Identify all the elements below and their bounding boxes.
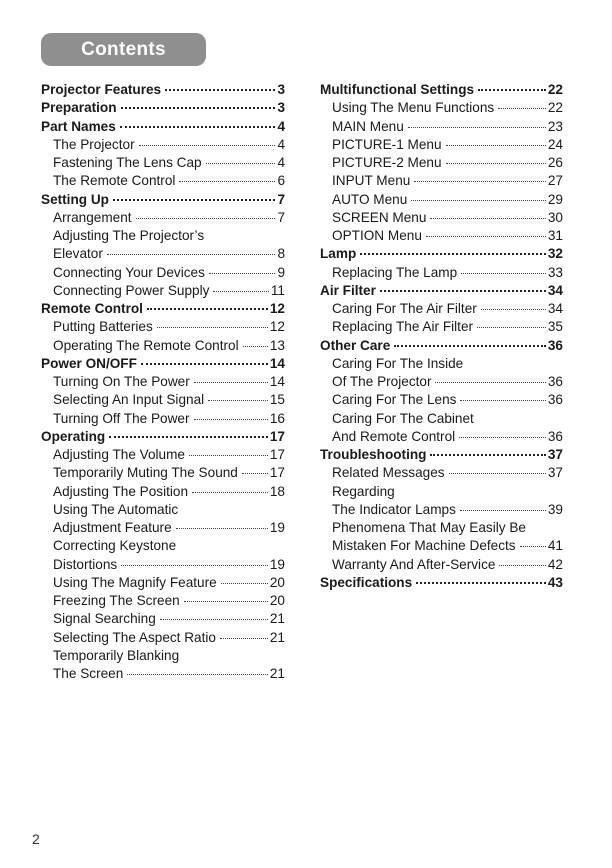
dot-leader — [179, 181, 275, 182]
dot-leader — [107, 254, 276, 255]
toc-entry-label: Other Care — [320, 337, 391, 353]
toc-subsection-entry[interactable] — [41, 282, 285, 300]
toc-entry-page-number: 21 — [269, 611, 285, 627]
toc-entry-page-number: 23 — [547, 118, 563, 134]
dot-leader — [461, 273, 546, 274]
toc-subsection-entry[interactable] — [41, 519, 285, 537]
toc-entry-label: Caring For The Lens — [332, 392, 457, 408]
toc-entry-label: Signal Searching — [53, 611, 156, 627]
toc-entry-page-number: 4 — [277, 136, 285, 152]
toc-subsection-entry[interactable] — [41, 410, 285, 428]
dot-leader — [194, 382, 268, 383]
toc-entry-page-number: 3 — [277, 82, 285, 97]
dot-leader — [213, 291, 268, 292]
toc-subsection-entry[interactable] — [320, 519, 563, 537]
toc-entry-label: Adjusting The Projector’s — [53, 228, 205, 243]
dot-leader — [520, 546, 546, 547]
toc-entry-label: The Screen — [53, 666, 124, 681]
toc-section-entry[interactable] — [320, 282, 563, 300]
toc-subsection-entry[interactable] — [41, 318, 285, 336]
toc-subsection-entry[interactable] — [320, 464, 563, 482]
toc-section-entry[interactable] — [41, 191, 285, 209]
toc-entry-label: And Remote Control — [332, 428, 456, 444]
toc-subsection-entry[interactable] — [320, 99, 563, 117]
toc-entry-page-number: 17 — [269, 447, 285, 462]
toc-entry-page-number: 9 — [277, 264, 285, 280]
toc-entry-label: Specifications — [320, 574, 413, 590]
dot-leader — [109, 436, 268, 438]
toc-entry-label: Phenomena That May Easily Be — [332, 520, 526, 535]
toc-entry-label: Using The Magnify Feature — [53, 574, 217, 590]
toc-entry-page-number: 39 — [547, 501, 563, 517]
toc-entry-label: PICTURE-2 Menu — [332, 155, 442, 170]
toc-entry-label: MAIN Menu — [332, 118, 404, 134]
toc-entry-label: Troubleshooting — [320, 447, 427, 462]
dot-leader — [416, 582, 546, 584]
toc-entry-label: The Indicator Lamps — [332, 501, 456, 517]
toc-entry-label: Of The Projector — [332, 374, 432, 389]
toc-entry-label: Selecting The Aspect Ratio — [53, 629, 216, 645]
toc-entry-page-number: 36 — [547, 374, 563, 389]
toc-subsection-entry[interactable] — [320, 209, 563, 227]
toc-section-entry[interactable] — [41, 99, 285, 117]
toc-entry-page-number: 7 — [277, 191, 285, 207]
dot-leader — [242, 473, 268, 474]
toc-entry-label: Air Filter — [320, 282, 376, 298]
toc-subsection-entry[interactable] — [320, 264, 563, 282]
toc-subsection-entry[interactable] — [41, 227, 285, 245]
toc-entry-label: Connecting Your Devices — [53, 264, 205, 280]
contents-title: Contents — [41, 33, 206, 66]
dot-leader — [394, 345, 546, 347]
toc-entry-page-number: 17 — [269, 428, 285, 444]
toc-entry-page-number: 4 — [277, 118, 285, 134]
dot-leader — [414, 181, 546, 182]
toc-subsection-entry[interactable] — [320, 318, 563, 336]
toc-entry-page-number: 19 — [269, 520, 285, 535]
toc-subsection-entry[interactable] — [41, 629, 285, 647]
toc-subsection-entry[interactable] — [41, 592, 285, 610]
toc-section-entry[interactable] — [41, 81, 285, 99]
toc-subsection-entry[interactable] — [41, 464, 285, 482]
toc-entry-label: Fastening The Lens Cap — [53, 155, 202, 170]
toc-subsection-entry[interactable] — [320, 172, 563, 190]
toc-right-column — [320, 81, 563, 592]
toc-subsection-entry[interactable] — [320, 501, 563, 519]
dot-leader — [380, 290, 546, 292]
toc-subsection-entry[interactable] — [41, 172, 285, 190]
toc-subsection-entry[interactable] — [320, 537, 563, 555]
dot-leader — [477, 327, 546, 328]
toc-left-column — [41, 81, 285, 683]
dot-leader — [189, 455, 268, 456]
toc-entry-label: Lamp — [320, 246, 357, 262]
dot-leader — [435, 382, 545, 383]
toc-entry-label: Caring For The Cabinet — [332, 410, 474, 426]
toc-entry-page-number: 16 — [269, 410, 285, 426]
toc-entry-page-number: 11 — [270, 282, 285, 298]
toc-entry-label: Turning On The Power — [53, 374, 190, 389]
toc-subsection-entry[interactable] — [320, 118, 563, 136]
dot-leader — [147, 308, 268, 310]
toc-entry-label: Replacing The Air Filter — [332, 319, 474, 335]
toc-entry-label: Freezing The Screen — [53, 593, 180, 608]
toc-entry-page-number: 34 — [547, 282, 563, 298]
toc-entry-page-number: 27 — [547, 173, 563, 189]
dot-leader — [478, 89, 546, 91]
dot-leader — [165, 89, 275, 91]
toc-subsection-entry[interactable] — [41, 154, 285, 172]
toc-section-entry[interactable] — [320, 574, 563, 592]
toc-subsection-entry[interactable] — [41, 483, 285, 501]
toc-subsection-entry[interactable] — [41, 446, 285, 464]
toc-section-entry[interactable] — [320, 337, 563, 355]
page-number: 2 — [32, 831, 40, 847]
dot-leader — [120, 126, 276, 128]
toc-entry-page-number: 34 — [547, 301, 563, 316]
dot-leader — [209, 273, 276, 274]
toc-entry-label: Putting Batteries — [53, 319, 153, 335]
toc-entry-page-number: 26 — [547, 155, 563, 170]
toc-entry-label: Multifunctional Settings — [320, 82, 475, 97]
dot-leader — [194, 419, 268, 420]
toc-entry-page-number: 29 — [547, 191, 563, 207]
toc-entry-page-number: 22 — [547, 82, 563, 97]
toc-entry-page-number: 42 — [547, 556, 563, 572]
toc-subsection-entry[interactable] — [41, 537, 285, 555]
toc-entry-label: Operating — [41, 428, 106, 444]
dot-leader — [499, 565, 545, 566]
toc-subsection-entry[interactable] — [320, 227, 563, 245]
toc-entry-page-number: 12 — [269, 319, 285, 335]
dot-leader — [121, 565, 268, 566]
dot-leader — [136, 218, 276, 219]
dot-leader — [430, 454, 545, 456]
toc-entry-label: Temporarily Muting The Sound — [53, 465, 238, 481]
toc-entry-label: Correcting Keystone — [53, 538, 177, 554]
toc-subsection-entry[interactable] — [41, 209, 285, 227]
toc-section-entry[interactable] — [320, 245, 563, 263]
dot-leader — [430, 218, 545, 219]
toc-subsection-entry[interactable] — [320, 391, 563, 409]
dot-leader — [160, 619, 268, 620]
toc-entry-label: Operating The Remote Control — [53, 337, 239, 353]
dot-leader — [408, 127, 546, 128]
toc-entry-page-number: 15 — [269, 392, 285, 408]
toc-entry-label: SCREEN Menu — [332, 209, 427, 225]
toc-entry-page-number: 20 — [269, 574, 285, 590]
dot-leader — [206, 163, 276, 164]
toc-entry-label: Connecting Power Supply — [53, 282, 210, 298]
toc-entry-page-number: 7 — [277, 209, 285, 225]
toc-subsection-entry[interactable] — [320, 483, 563, 501]
toc-subsection-entry[interactable] — [41, 556, 285, 574]
toc-section-entry[interactable] — [41, 355, 285, 373]
toc-entry-label: Adjusting The Volume — [53, 447, 185, 462]
toc-entry-page-number: 21 — [269, 629, 285, 645]
toc-entry-label: Elevator — [53, 246, 103, 262]
toc-subsection-entry[interactable] — [41, 665, 285, 683]
toc-entry-label: Caring For The Inside — [332, 355, 464, 371]
toc-subsection-entry[interactable] — [41, 264, 285, 282]
toc-entry-label: The Remote Control — [53, 173, 176, 189]
toc-entry-page-number: 43 — [547, 574, 563, 590]
toc-entry-page-number: 33 — [547, 264, 563, 280]
dot-leader — [141, 363, 268, 365]
dot-leader — [446, 145, 546, 146]
toc-entry-page-number: 17 — [269, 465, 285, 481]
dot-leader — [426, 236, 546, 237]
toc-entry-page-number: 14 — [269, 355, 285, 371]
dot-leader — [360, 253, 546, 255]
toc-entry-label: Caring For The Air Filter — [332, 301, 477, 316]
toc-entry-label: Using The Menu Functions — [332, 100, 495, 116]
toc-entry-page-number: 24 — [547, 136, 563, 152]
toc-entry-label: Setting Up — [41, 191, 109, 207]
toc-entry-page-number: 35 — [547, 319, 563, 335]
toc-subsection-entry[interactable] — [41, 574, 285, 592]
toc-entry-label: Related Messages — [332, 465, 445, 481]
toc-entry-page-number: 31 — [547, 228, 563, 243]
toc-entry-label: Part Names — [41, 118, 116, 134]
dot-leader — [184, 601, 268, 602]
toc-entry-page-number: 19 — [269, 556, 285, 572]
toc-entry-page-number: 36 — [547, 428, 563, 444]
toc-entry-label: Adjustment Feature — [53, 520, 172, 535]
toc-entry-label: Mistaken For Machine Defects — [332, 538, 516, 554]
toc-subsection-entry[interactable] — [320, 410, 563, 428]
toc-entry-label: Power ON/OFF — [41, 355, 137, 371]
toc-entry-page-number: 41 — [547, 538, 563, 554]
toc-entry-label: The Projector — [53, 136, 135, 152]
toc-entry-label: Preparation — [41, 100, 117, 116]
dot-leader — [498, 108, 546, 109]
toc-entry-label: Projector Features — [41, 82, 162, 97]
toc-entry-page-number: 22 — [547, 100, 563, 116]
toc-entry-label: Arrangement — [53, 209, 132, 225]
toc-entry-label: PICTURE-1 Menu — [332, 136, 442, 152]
toc-entry-page-number: 37 — [547, 465, 563, 481]
toc-subsection-entry[interactable] — [320, 191, 563, 209]
toc-subsection-entry[interactable] — [320, 300, 563, 318]
toc-entry-label: Temporarily Blanking — [53, 647, 180, 663]
toc-entry-page-number: 30 — [547, 209, 563, 225]
toc-section-entry[interactable] — [320, 81, 563, 99]
dot-leader — [208, 400, 268, 401]
dot-leader — [192, 492, 268, 493]
toc-entry-label: Adjusting The Position — [53, 483, 189, 499]
toc-entry-label: OPTION Menu — [332, 228, 422, 243]
toc-subsection-entry[interactable] — [41, 245, 285, 263]
toc-subsection-entry[interactable] — [41, 610, 285, 628]
toc-subsection-entry[interactable] — [320, 428, 563, 446]
toc-entry-label: Warranty And After-Service — [332, 556, 496, 572]
toc-entry-label: Selecting An Input Signal — [53, 392, 205, 408]
toc-entry-page-number: 4 — [277, 155, 285, 170]
dot-leader — [449, 473, 546, 474]
toc-entry-page-number: 6 — [277, 173, 285, 189]
toc-entry-page-number: 3 — [277, 100, 285, 116]
dot-leader — [411, 200, 546, 201]
dot-leader — [243, 346, 268, 347]
dot-leader — [481, 309, 546, 310]
toc-entry-page-number: 18 — [269, 483, 285, 499]
dot-leader — [459, 437, 546, 438]
toc-subsection-entry[interactable] — [41, 136, 285, 154]
toc-entry-label: INPUT Menu — [332, 173, 411, 189]
dot-leader — [113, 199, 275, 201]
toc-subsection-entry[interactable] — [320, 556, 563, 574]
toc-subsection-entry[interactable] — [320, 154, 563, 172]
dot-leader — [139, 145, 276, 146]
toc-subsection-entry[interactable] — [41, 337, 285, 355]
toc-subsection-entry[interactable] — [320, 136, 563, 154]
dot-leader — [157, 327, 268, 328]
toc-entry-page-number: 20 — [269, 593, 285, 608]
toc-entry-label: Turning Off The Power — [53, 410, 190, 426]
toc-section-entry[interactable] — [41, 118, 285, 136]
toc-entry-label: AUTO Menu — [332, 191, 408, 207]
toc-entry-label: Regarding — [332, 483, 395, 499]
toc-entry-page-number: 21 — [269, 666, 285, 681]
toc-subsection-entry[interactable] — [320, 355, 563, 373]
toc-entry-label: Distortions — [53, 556, 118, 572]
dot-leader — [460, 400, 545, 401]
toc-entry-page-number: 32 — [547, 246, 563, 262]
toc-entry-page-number: 36 — [547, 392, 563, 408]
toc-subsection-entry[interactable] — [41, 391, 285, 409]
toc-subsection-entry[interactable] — [320, 373, 563, 391]
dot-leader — [221, 583, 268, 584]
toc-entry-page-number: 36 — [547, 337, 563, 353]
toc-subsection-entry[interactable] — [41, 647, 285, 665]
toc-entry-page-number: 37 — [547, 447, 563, 462]
dot-leader — [176, 528, 268, 529]
toc-entry-label: Remote Control — [41, 301, 143, 316]
toc-entry-page-number: 12 — [269, 301, 285, 316]
toc-section-entry[interactable] — [320, 446, 563, 464]
toc-section-entry[interactable] — [41, 428, 285, 446]
toc-entry-label: Replacing The Lamp — [332, 264, 458, 280]
toc-subsection-entry[interactable] — [41, 501, 285, 519]
dot-leader — [127, 674, 268, 675]
dot-leader — [121, 107, 276, 109]
toc-section-entry[interactable] — [41, 300, 285, 318]
toc-entry-page-number: 8 — [277, 246, 285, 262]
dot-leader — [460, 510, 546, 511]
toc-entry-page-number: 13 — [269, 337, 285, 353]
dot-leader — [220, 638, 268, 639]
dot-leader — [446, 163, 546, 164]
toc-entry-page-number: 14 — [269, 374, 285, 389]
toc-entry-label: Using The Automatic — [53, 501, 179, 517]
toc-subsection-entry[interactable] — [41, 373, 285, 391]
